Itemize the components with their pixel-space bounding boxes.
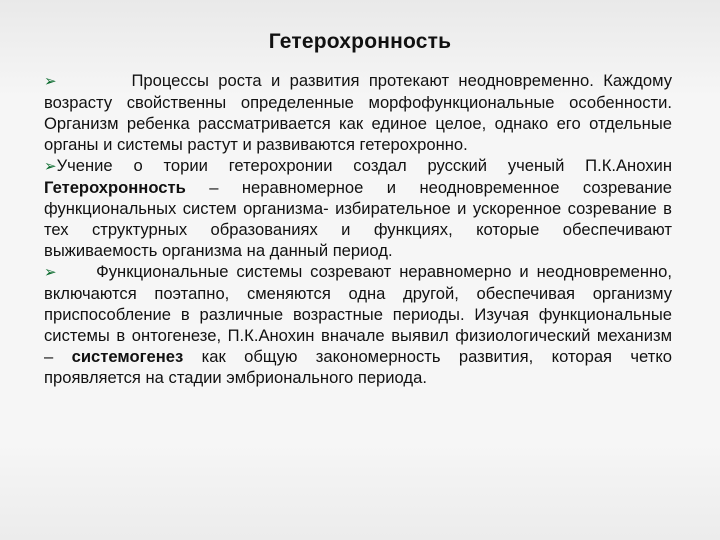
arrow-right-icon: ➢ <box>44 263 57 281</box>
arrow-right-icon: ➢ <box>44 72 57 90</box>
paragraph-3 <box>44 261 672 388</box>
paragraph-2-text-a: Учение о тории гетерохронии создал русский ученый П.К.Анохин <box>56 156 672 175</box>
term-systemogenesis: системогенез <box>71 347 184 366</box>
paragraph-1-text: Процессы роста и развития протекают неодновременно. Каждому возрасту свойственны определенные морфофункциональные особенности. Организм ребенка рассматривается как единое целое, однако его отдельные органы и системы растут и развиваются гетерохронно. <box>44 71 672 154</box>
paragraph-3-text-a: Функциональные системы созревают неравномерно и неодновременно, включаются поэтапно, сменяются одна другой, обеспечивая организму приспособление в различные возрастные периоды. Изучая функциональные системы в онтогенезе, П.К.Анохин вначале выявил физиологический механизм – <box>44 262 672 366</box>
paragraph-1 <box>44 70 672 155</box>
slide-body <box>44 70 672 388</box>
arrow-right-icon: ➢ <box>44 157 57 175</box>
paragraph-3-text-b: как общую закономерность развития, которая четко проявляется на стадии эмбрионального периода. <box>44 347 673 387</box>
paragraph-2 <box>44 155 672 261</box>
slide-title: Гетерохронность <box>268 30 452 53</box>
paragraph-2-text-b: – неравномерное и неодновременное созревание функциональных систем организма- избирательное и ускоренное созревание в тех структурных образованиях и функциях, которые обеспечивают выживаемость организма на данный период. <box>44 178 672 260</box>
term-heterochrony: Гетерохронность <box>44 178 186 197</box>
